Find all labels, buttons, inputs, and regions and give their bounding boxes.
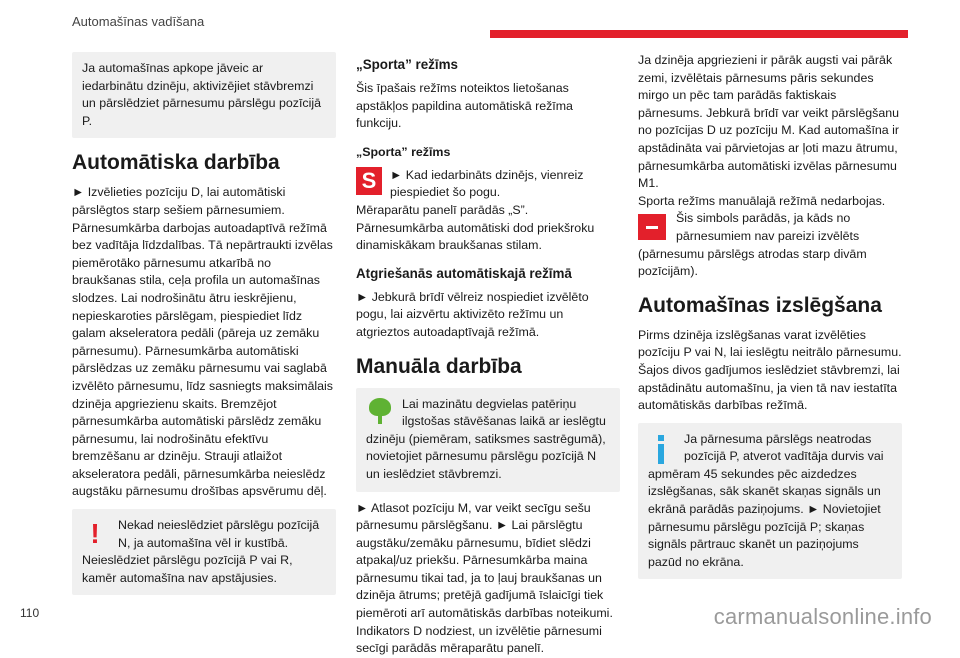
info-text: Ja pārnesuma pārslēgs neatrodas pozīcijā P, atverot vadītāja durvis vai apmēram 45 sekundes pēc aizdedzes izslēgšanas, sāk skanēt skaņas signāls un ekrānā parādās paziņojums. ► Novietojiet pārnesumu pārslēgu pozīcijā P; skaņas signāls pārtrauc skanēt un paziņojums pazūd no ekrāna. <box>648 431 884 569</box>
column-right <box>638 52 902 587</box>
header-accent-bar <box>490 30 908 38</box>
column-left <box>72 52 336 603</box>
manual-text: ► Atlasot pozīciju M, var veikt secīgu sešu pārnesumu pārslēgšanu. ► Lai pārslēgtu augstāku/zemāku pārnesumu, bīdiet slēdzi atpakaļ/uz priekšu. Pārnesumkārba maina pārnesumu tikai tad, ja to ļauj braukšanas un dzinēja ātrums; pretējā gadījumā īslaicīgi tiek piemēroti arī automātiskās darbības noteikumi. Indikators D nodziest, un izvēlētie pārnesumi secīgi parādās mēraparātu panelī. <box>356 500 613 656</box>
sport-step: ► Kad iedarbināts dzinējs, vienreiz piespiediet šo pogu. <box>390 167 584 200</box>
page-number: 110 <box>20 606 40 620</box>
maintenance-note: Ja automašīnas apkope jāveic ar iedarbinātu dzinēju, aktivizējiet stāvbremzi un pārslēdziet pārnesumu pārslēgu pozīcijā P. <box>82 61 322 128</box>
heading-manual: Manuāla darbība <box>356 354 522 378</box>
switch-off-text: Pirms dzinēja izslēgšanas varat izvēlēties pozīciju P vai N, lai ieslēgtu neitrālo pārnesumu. Šajos divos gadījumos ieslēdziet stāvbremzi, lai apstādinātu automašīnu, ja vien tā nav iestatīta automātiskās darbības režīmā. <box>638 327 902 413</box>
sport-s-icon: S <box>356 167 382 195</box>
note-box-maintenance <box>72 52 336 138</box>
heading-return: Atgriešanās automātiskajā režīmā <box>356 265 572 281</box>
sport-display: Mēraparātu panelī parādās „S”. <box>356 202 529 217</box>
watermark: carmanualsonline.info <box>713 604 932 629</box>
column-middle <box>356 52 620 658</box>
gear-fault-dash-icon <box>638 214 666 240</box>
heading-automatic: Automātiska darbība <box>72 151 280 175</box>
rpm-paragraph: Ja dzinēja apgriezieni ir pārāk augsti vai pārāk zemi, izvēlētais pārnesums pāris sekundes mirgo un pēc tam parādās faktiskais pārnesums. Jebkurā brīdī var veikt pārslēgšanu no pozīcijas D uz pozīciju M. Kad automašīna ir apstādināta vai pārvietojas ar ļoti mazu ātrumu, pārnesumkārba automātiski izvēlas pārnesumu M1. <box>638 53 900 191</box>
eco-tree-icon <box>366 396 394 426</box>
fault-symbol-block <box>638 210 902 280</box>
heading-switch-off: Automašīnas izslēgšana <box>638 293 882 317</box>
warning-text: Nekad neieslēdziet pārslēgu pozīcijā N, ja automašīna vēl ir kustībā. Neieslēdziet pārslēgu pozīcijā P vai R, kamēr automašīna nav apstājusies. <box>82 518 320 585</box>
eco-box <box>356 388 620 492</box>
sport-desc: Pārnesumkārba automātiski dod priekšroku dinamiskākam braukšanas stilam. <box>356 220 595 253</box>
sport-intro: Šis īpašais režīms noteiktos lietošanas apstākļos papildina automātiskā režīma funkciju. <box>356 81 573 131</box>
fault-symbol-text: Šis simbols parādās, ja kāds no pārnesumiem nav pareizi izvēlēts (pārnesumu pārslēgs atrodas starp divām pozīcijām). <box>638 211 867 279</box>
sport-step-block <box>356 167 620 202</box>
sport-subheading: „Sporta” režīms <box>356 144 451 159</box>
warning-box <box>72 509 336 595</box>
info-icon <box>648 433 674 465</box>
eco-text: Lai mazinātu degvielas patēriņu ilgstošas stāvēšanas laikā ar ieslēgtu dzinēju (piemēram, satiksmes sastrēgumā), novietojiet pārnesumu pārslēgu pozīcijā N un ieslēdziet stāvbremzi. <box>366 396 606 481</box>
info-box <box>638 423 902 580</box>
heading-sport: „Sporta” režīms <box>356 57 458 72</box>
automatic-paragraph: ► Izvēlieties pozīciju D, lai automātiski pārslēgtos starp sešiem pārnesumiem. Pārnesumkārba darbojas autoadaptīvā režīmā bez vadītāja līdzdalības. Tā nepārtraukti izvēlas piemērotāko pārnesumu atkarībā no braukšanas stila, ceļa profila un automašīnas slodzes. Lai nodrošinātu ātru ieskrējienu, nepieskaroties pārslēgam, piespiediet līdz galam akseleratora pedāli (pāreja uz zemāku pārnesumu). Pārnesumkārba automātiski pārslēdzas uz zemāku pārnesumu vai saglabā izvēlēto pārnesumu, līdz sasniegts maksimālais dzinēja apgriezienu skaits. Bremzējot pārnesumkārba automātiski pārslēdz zemāku pārnesumu, lai nodrošinātu efektīvu bremzēšanu ar dzinēju. Strauji atlaižot akseleratora pedāli, pārnesumkārba neieslēdz augstāku pārnesumu drošības apsvērumu dēļ. <box>72 185 334 499</box>
running-header: Automašīnas vadīšana <box>72 14 205 29</box>
exclamation-icon: ! <box>90 518 100 550</box>
sport-manual-note: Sporta režīms manuālajā režīmā nedarbojas. <box>638 193 886 208</box>
return-text: ► Jebkurā brīdī vēlreiz nospiediet izvēlēto pogu, lai aizvērtu aktivizēto režīmu un atgrieztos autoadaptīvajā režīmā. <box>356 289 589 339</box>
